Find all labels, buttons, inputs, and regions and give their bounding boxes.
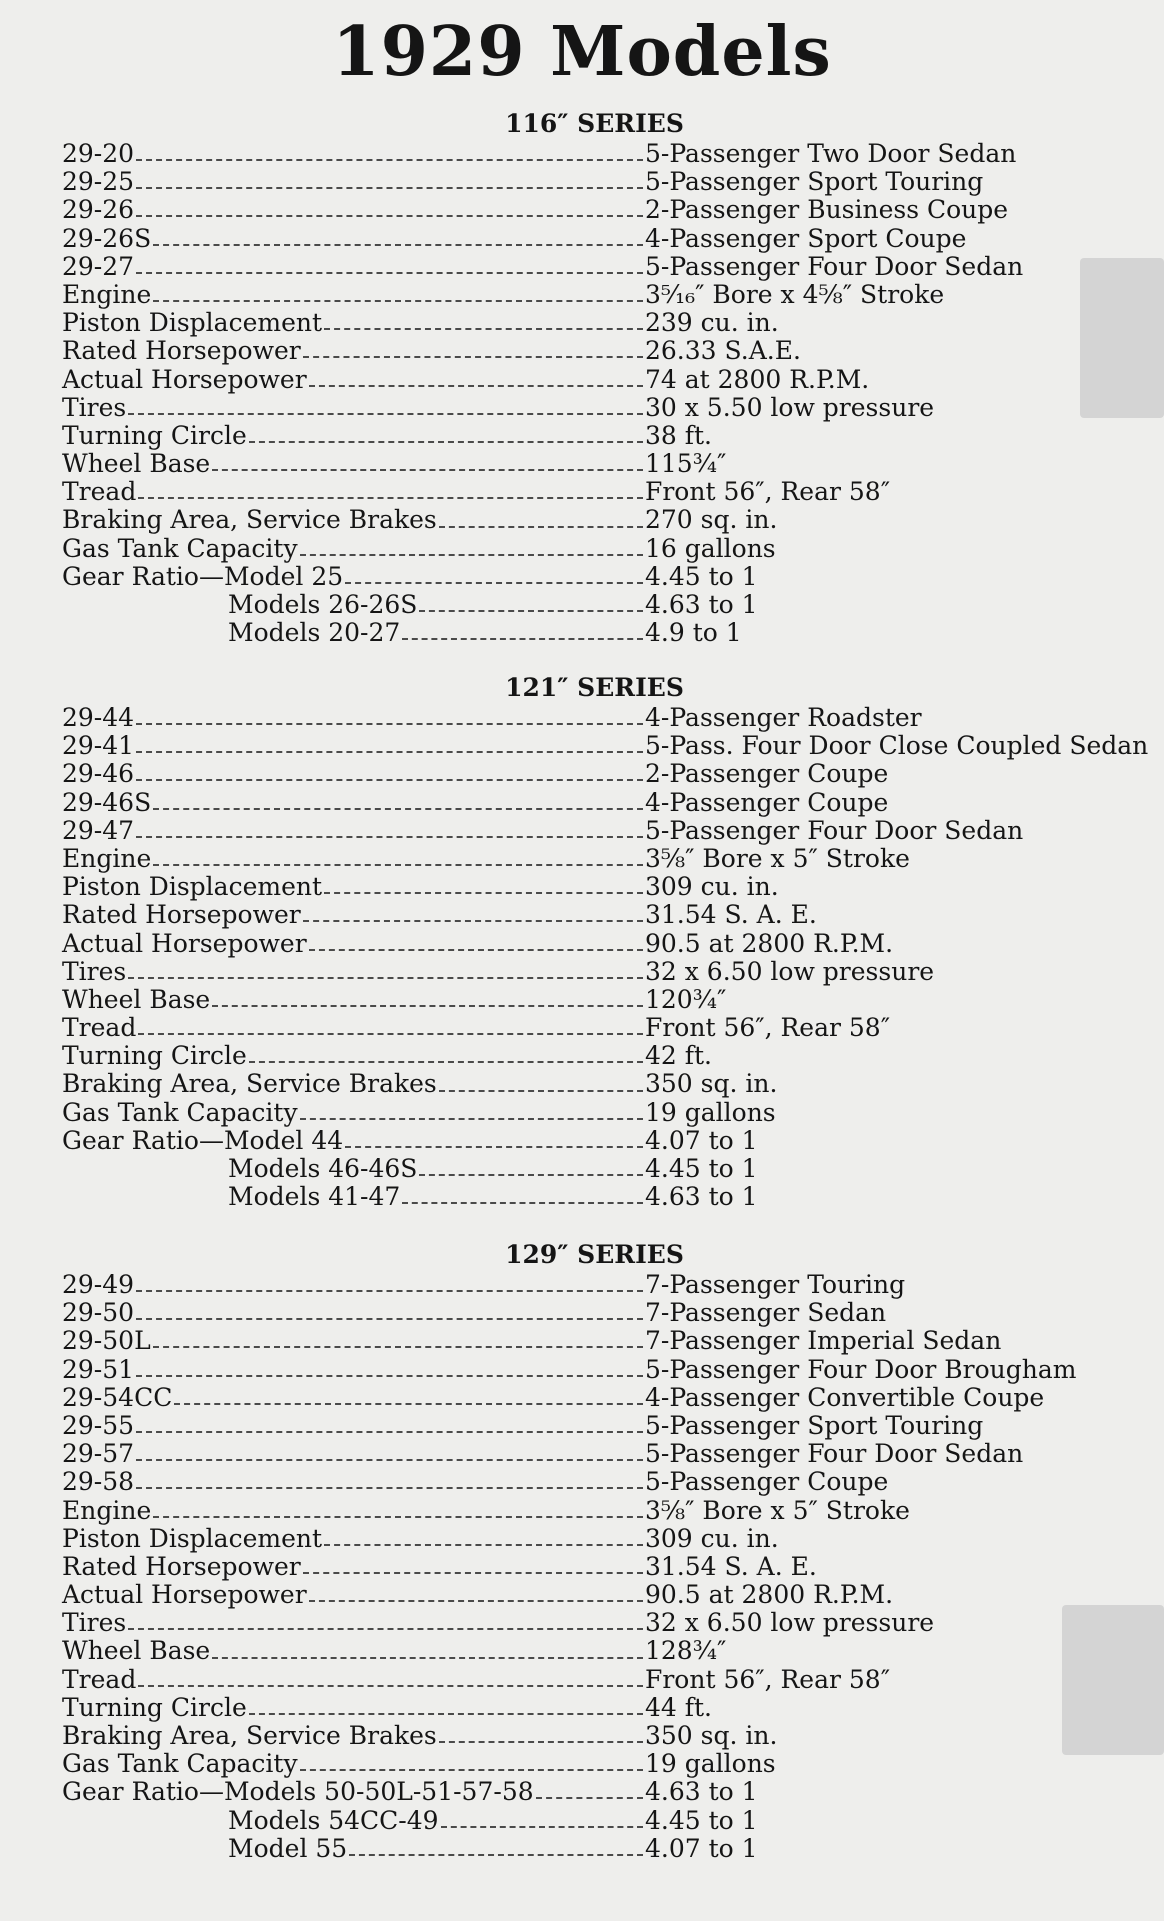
dot-leader bbox=[136, 159, 643, 161]
spec-row bbox=[0, 168, 1164, 196]
dot-leader bbox=[309, 1600, 643, 1602]
spec-row bbox=[0, 1014, 1164, 1042]
spec-row bbox=[0, 958, 1164, 986]
spec-value: 90.5 at 2800 R.P.M. bbox=[645, 1580, 894, 1610]
dot-leader bbox=[309, 949, 643, 951]
spec-label: 29-26 bbox=[62, 195, 135, 225]
dot-leader bbox=[345, 582, 643, 584]
spec-row bbox=[0, 337, 1164, 365]
spec-row bbox=[0, 196, 1164, 224]
spec-label: Gear Ratio—Model 25 bbox=[62, 561, 344, 591]
spec-row bbox=[0, 1553, 1164, 1581]
spec-value: 38 ft. bbox=[645, 420, 713, 450]
spec-row bbox=[0, 1778, 1164, 1806]
dot-leader bbox=[303, 920, 643, 922]
dot-leader bbox=[349, 1854, 643, 1856]
spec-value: 350 sq. in. bbox=[645, 1069, 778, 1099]
page-title: 1929 Models bbox=[332, 12, 832, 92]
spec-row bbox=[0, 563, 1164, 591]
dot-leader bbox=[136, 187, 643, 189]
spec-label: Gear Ratio—Model 44 bbox=[62, 1125, 344, 1155]
spec-row bbox=[0, 478, 1164, 506]
spec-label: Wheel Base bbox=[62, 984, 211, 1014]
spec-label: Actual Horsepower bbox=[62, 364, 307, 394]
spec-label: Wheel Base bbox=[62, 1636, 211, 1666]
spec-label: Tires bbox=[62, 1608, 127, 1638]
spec-value: 42 ft. bbox=[645, 1041, 713, 1071]
spec-row bbox=[0, 422, 1164, 450]
spec-row bbox=[0, 591, 1164, 619]
spec-row bbox=[0, 1042, 1164, 1070]
spec-row bbox=[0, 1609, 1164, 1637]
spec-value: 4-Passenger Convertible Coupe bbox=[645, 1382, 1045, 1412]
dot-leader bbox=[128, 413, 643, 415]
spec-label: Models 54CC-49 bbox=[228, 1805, 439, 1835]
spec-row bbox=[0, 789, 1164, 817]
spec-row bbox=[0, 309, 1164, 337]
spec-value: 7-Passenger Sedan bbox=[645, 1298, 887, 1328]
dot-leader bbox=[136, 779, 643, 781]
spec-row bbox=[0, 225, 1164, 253]
spec-label: Models 41-47 bbox=[228, 1182, 401, 1212]
spec-label: Models 26-26S bbox=[228, 590, 418, 619]
dot-leader bbox=[153, 1346, 643, 1348]
spec-value: 4.45 to 1 bbox=[645, 561, 758, 591]
series-116 bbox=[0, 108, 1164, 647]
spec-value: 4.63 to 1 bbox=[645, 1777, 758, 1807]
spec-value: 7-Passenger Imperial Sedan bbox=[645, 1326, 1002, 1356]
dot-leader bbox=[536, 1797, 643, 1799]
series-121 bbox=[0, 672, 1164, 1211]
spec-row bbox=[0, 1127, 1164, 1155]
spec-row bbox=[0, 366, 1164, 394]
spec-value: 5-Passenger Two Door Sedan bbox=[645, 139, 1017, 168]
spec-label: Tread bbox=[62, 1664, 137, 1694]
dot-leader bbox=[249, 1713, 643, 1715]
dot-leader bbox=[138, 1033, 643, 1035]
spec-label: Braking Area, Service Brakes bbox=[62, 1069, 437, 1099]
spec-value: 4.63 to 1 bbox=[645, 1182, 758, 1212]
spec-value: 4-Passenger Coupe bbox=[645, 787, 889, 817]
spec-label: Turning Circle bbox=[62, 1041, 247, 1071]
dot-leader bbox=[136, 272, 643, 274]
dot-leader bbox=[136, 1375, 643, 1377]
dot-leader bbox=[300, 1769, 643, 1771]
spec-value: Front 56″, Rear 58″ bbox=[645, 477, 891, 507]
spec-value: 350 sq. in. bbox=[645, 1721, 778, 1750]
spec-label: Engine bbox=[62, 279, 152, 309]
spec-row bbox=[0, 1750, 1164, 1778]
spec-row bbox=[0, 1694, 1164, 1722]
spec-value: 90.5 at 2800 R.P.M. bbox=[645, 928, 894, 958]
dot-leader bbox=[345, 1146, 643, 1148]
dot-leader bbox=[136, 215, 643, 217]
spec-value: 239 cu. in. bbox=[645, 308, 779, 338]
dot-leader bbox=[303, 356, 643, 358]
spec-label: Turning Circle bbox=[62, 1692, 247, 1722]
spec-row bbox=[0, 1412, 1164, 1440]
spec-value: 5-Passenger Sport Touring bbox=[645, 167, 984, 197]
spec-value: 4.07 to 1 bbox=[645, 1125, 758, 1155]
dot-leader bbox=[324, 328, 643, 330]
spec-label: Actual Horsepower bbox=[62, 928, 307, 958]
spec-row bbox=[0, 845, 1164, 873]
spec-row bbox=[0, 253, 1164, 281]
spec-value: Front 56″, Rear 58″ bbox=[645, 1664, 891, 1694]
dot-leader bbox=[324, 1544, 643, 1546]
spec-value: 2-Passenger Business Coupe bbox=[645, 195, 1009, 225]
spec-value: 3⅝″ Bore x 5″ Stroke bbox=[645, 843, 910, 873]
spec-value: 128¾″ bbox=[645, 1636, 727, 1666]
spec-row bbox=[0, 394, 1164, 422]
spec-row bbox=[0, 535, 1164, 563]
spec-label: 29-25 bbox=[62, 167, 135, 197]
spec-row bbox=[0, 1356, 1164, 1384]
spec-value: 4-Passenger Sport Coupe bbox=[645, 223, 967, 253]
spec-value: 19 gallons bbox=[645, 1097, 776, 1127]
spec-row bbox=[0, 1155, 1164, 1183]
spec-value: 32 x 6.50 low pressure bbox=[645, 1608, 935, 1638]
spec-label: Gas Tank Capacity bbox=[62, 1749, 298, 1779]
spec-row bbox=[0, 1384, 1164, 1412]
spec-value: 4.63 to 1 bbox=[645, 590, 758, 619]
spec-row bbox=[0, 1070, 1164, 1098]
spec-value: 309 cu. in. bbox=[645, 1523, 779, 1553]
spec-label: Rated Horsepower bbox=[62, 336, 301, 366]
spec-row bbox=[0, 140, 1164, 168]
spec-value: 3⁵⁄₁₆″ Bore x 4⅝″ Stroke bbox=[645, 279, 945, 309]
spec-label: 29-27 bbox=[62, 251, 135, 281]
dot-leader bbox=[153, 300, 643, 302]
spec-row bbox=[0, 704, 1164, 732]
spec-value: 120¾″ bbox=[645, 984, 727, 1014]
spec-label: 29-46S bbox=[62, 787, 152, 817]
dot-leader bbox=[174, 1403, 643, 1405]
spec-value: 5-Passenger Sport Touring bbox=[645, 1410, 984, 1440]
dot-leader bbox=[249, 441, 643, 443]
spec-label: Tread bbox=[62, 477, 137, 507]
dot-leader bbox=[136, 751, 643, 753]
spec-label: Gas Tank Capacity bbox=[62, 1097, 298, 1127]
dot-leader bbox=[212, 469, 643, 471]
spec-value: 44 ft. bbox=[645, 1692, 713, 1722]
spec-value: 7-Passenger Touring bbox=[645, 1270, 906, 1299]
spec-row bbox=[0, 1497, 1164, 1525]
spec-value: 4.45 to 1 bbox=[645, 1805, 758, 1835]
spec-row bbox=[0, 817, 1164, 845]
spec-value: 31.54 S. A. E. bbox=[645, 900, 817, 930]
spec-label: 29-46 bbox=[62, 759, 135, 789]
spec-row bbox=[0, 1440, 1164, 1468]
dot-leader bbox=[300, 554, 643, 556]
spec-label: Tires bbox=[62, 392, 127, 422]
spec-row bbox=[0, 1183, 1164, 1211]
spec-row bbox=[0, 1581, 1164, 1609]
spec-value: 5-Passenger Coupe bbox=[645, 1467, 889, 1497]
dot-leader bbox=[153, 244, 643, 246]
spec-label: Tires bbox=[62, 956, 127, 986]
spec-value: 5-Pass. Four Door Close Coupled Sedan bbox=[645, 731, 1149, 761]
dot-leader bbox=[249, 1061, 643, 1063]
spec-label: 29-20 bbox=[62, 139, 135, 168]
spec-row bbox=[0, 506, 1164, 534]
series-heading: 116″ SERIES bbox=[505, 109, 684, 138]
dot-leader bbox=[136, 836, 643, 838]
dot-leader bbox=[138, 497, 643, 499]
spec-label: 29-57 bbox=[62, 1439, 135, 1469]
spec-value: 32 x 6.50 low pressure bbox=[645, 956, 935, 986]
dot-leader bbox=[136, 1487, 643, 1489]
dot-leader bbox=[439, 1741, 643, 1743]
dot-leader bbox=[136, 1290, 643, 1292]
spec-label: Model 55 bbox=[228, 1833, 348, 1863]
dot-leader bbox=[402, 638, 643, 640]
spec-list bbox=[0, 140, 1164, 647]
spec-label: 29-50 bbox=[62, 1298, 135, 1328]
spec-value: 30 x 5.50 low pressure bbox=[645, 392, 935, 422]
spec-label: 29-55 bbox=[62, 1410, 135, 1440]
spec-label: 29-51 bbox=[62, 1354, 135, 1384]
spec-row bbox=[0, 1807, 1164, 1835]
spec-value: 5-Passenger Four Door Sedan bbox=[645, 251, 1024, 281]
spec-label: Models 46-46S bbox=[228, 1154, 418, 1183]
dot-leader bbox=[439, 526, 643, 528]
spec-value: 270 sq. in. bbox=[645, 505, 778, 535]
spec-label: 29-58 bbox=[62, 1467, 135, 1497]
dot-leader bbox=[153, 1516, 643, 1518]
spec-label: Piston Displacement bbox=[62, 1523, 323, 1553]
spec-list bbox=[0, 1271, 1164, 1863]
dot-leader bbox=[303, 1572, 643, 1574]
dot-leader bbox=[324, 892, 643, 894]
spec-row bbox=[0, 281, 1164, 309]
spec-label: 29-50L bbox=[62, 1326, 151, 1356]
dot-leader bbox=[300, 1118, 643, 1120]
spec-row bbox=[0, 1299, 1164, 1327]
spec-label: Piston Displacement bbox=[62, 308, 323, 338]
dot-leader bbox=[136, 723, 643, 725]
spec-row bbox=[0, 1099, 1164, 1127]
spec-label: Piston Displacement bbox=[62, 872, 323, 902]
spec-label: Engine bbox=[62, 843, 152, 873]
spec-row bbox=[0, 986, 1164, 1014]
spec-value: 5-Passenger Four Door Sedan bbox=[645, 1439, 1024, 1469]
spec-value: 4.07 to 1 bbox=[645, 1833, 758, 1863]
spec-value: 4.45 to 1 bbox=[645, 1154, 758, 1183]
spec-value: 16 gallons bbox=[645, 533, 776, 563]
dot-leader bbox=[212, 1657, 643, 1659]
dot-leader bbox=[309, 385, 643, 387]
dot-leader bbox=[419, 610, 643, 612]
spec-label: Actual Horsepower bbox=[62, 1580, 307, 1610]
spec-label: Gear Ratio—Models 50-50L-51-57-58 bbox=[62, 1777, 534, 1807]
spec-row bbox=[0, 1666, 1164, 1694]
spec-row bbox=[0, 930, 1164, 958]
spec-label: Braking Area, Service Brakes bbox=[62, 1721, 437, 1750]
spec-label: Rated Horsepower bbox=[62, 900, 301, 930]
spec-row bbox=[0, 1722, 1164, 1750]
spec-row bbox=[0, 1468, 1164, 1496]
dot-leader bbox=[153, 808, 643, 810]
spec-label: Wheel Base bbox=[62, 449, 211, 479]
spec-value: 4.9 to 1 bbox=[645, 618, 742, 648]
spec-value: 2-Passenger Coupe bbox=[645, 759, 889, 789]
spec-row bbox=[0, 1525, 1164, 1553]
spec-row bbox=[0, 1271, 1164, 1299]
spec-row bbox=[0, 1637, 1164, 1665]
spec-label: 29-49 bbox=[62, 1270, 135, 1299]
spec-row bbox=[0, 873, 1164, 901]
spec-label: 29-41 bbox=[62, 731, 135, 761]
spec-row bbox=[0, 760, 1164, 788]
spec-label: Engine bbox=[62, 1495, 152, 1525]
dot-leader bbox=[136, 1318, 643, 1320]
dot-leader bbox=[128, 977, 643, 979]
dot-leader bbox=[212, 1005, 643, 1007]
spec-label: 29-26S bbox=[62, 223, 152, 253]
dot-leader bbox=[153, 864, 643, 866]
dot-leader bbox=[128, 1628, 643, 1630]
spec-value: 309 cu. in. bbox=[645, 872, 779, 902]
spec-value: 74 at 2800 R.P.M. bbox=[645, 364, 870, 394]
dot-leader bbox=[441, 1826, 643, 1828]
dot-leader bbox=[419, 1174, 643, 1176]
spec-value: 31.54 S. A. E. bbox=[645, 1551, 817, 1581]
series-heading: 129″ SERIES bbox=[505, 1240, 684, 1269]
spec-row bbox=[0, 619, 1164, 647]
dot-leader bbox=[136, 1431, 643, 1433]
spec-label: Braking Area, Service Brakes bbox=[62, 505, 437, 535]
dot-leader bbox=[138, 1685, 643, 1687]
spec-label: Turning Circle bbox=[62, 420, 247, 450]
spec-label: Rated Horsepower bbox=[62, 1551, 301, 1581]
series-heading: 121″ SERIES bbox=[505, 673, 684, 702]
spec-row bbox=[0, 732, 1164, 760]
spec-value: 5-Passenger Four Door Brougham bbox=[645, 1354, 1077, 1384]
spec-label: 29-47 bbox=[62, 815, 135, 845]
spec-label: Models 20-27 bbox=[228, 618, 401, 648]
dot-leader bbox=[439, 1090, 643, 1092]
spec-value: 4-Passenger Roadster bbox=[645, 703, 922, 732]
spec-value: 19 gallons bbox=[645, 1749, 776, 1779]
spec-list bbox=[0, 704, 1164, 1211]
dot-leader bbox=[402, 1202, 643, 1204]
spec-row bbox=[0, 901, 1164, 929]
spec-value: 3⅝″ Bore x 5″ Stroke bbox=[645, 1495, 910, 1525]
spec-label: Gas Tank Capacity bbox=[62, 533, 298, 563]
spec-row bbox=[0, 1835, 1164, 1863]
spec-row bbox=[0, 450, 1164, 478]
spec-label: 29-44 bbox=[62, 703, 135, 732]
series-129 bbox=[0, 1239, 1164, 1863]
spec-value: 5-Passenger Four Door Sedan bbox=[645, 815, 1024, 845]
spec-label: 29-54CC bbox=[62, 1382, 173, 1412]
spec-label: Tread bbox=[62, 1013, 137, 1043]
dot-leader bbox=[136, 1459, 643, 1461]
spec-row bbox=[0, 1327, 1164, 1355]
spec-value: 26.33 S.A.E. bbox=[645, 336, 801, 366]
spec-value: Front 56″, Rear 58″ bbox=[645, 1013, 891, 1043]
spec-value: 115¾″ bbox=[645, 449, 727, 479]
